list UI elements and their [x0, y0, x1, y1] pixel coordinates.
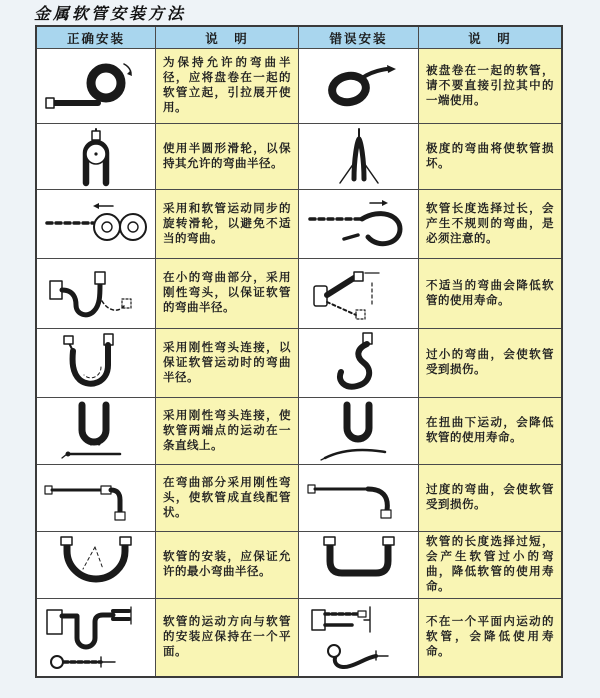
correct-description: 在弯曲部分采用刚性弯头，使软管成直线配管状。	[163, 476, 291, 519]
u-hose-straight-line-icon	[46, 400, 146, 462]
folded-hose-icon	[309, 127, 409, 187]
correct-description-cell	[156, 532, 299, 599]
wrong-image-cell	[299, 259, 419, 329]
wrong-image-cell	[299, 124, 419, 190]
correct-image-cell	[37, 532, 156, 599]
s-shaped-hose-icon	[309, 331, 409, 395]
long-hose-loop-icon	[304, 193, 414, 255]
twisted-u-hose-icon	[309, 400, 409, 462]
header-correct-install: 正确安装	[37, 27, 156, 49]
flat-coil-pulled-icon	[305, 53, 413, 119]
correct-image-cell	[37, 329, 156, 398]
correct-image-cell	[37, 599, 156, 676]
wrong-description: 被盘卷在一起的软管，请不要直接引拉其中的一端使用。	[426, 64, 554, 107]
table-row	[37, 599, 561, 676]
correct-description-cell	[156, 329, 299, 398]
wrong-image-cell	[299, 329, 419, 398]
wrong-description: 过小的弯曲，会使软管受到损伤。	[426, 349, 554, 376]
table-row	[37, 259, 561, 329]
rotating-pulleys-icon	[41, 193, 151, 255]
wrong-description-cell	[419, 465, 561, 532]
table-row	[37, 465, 561, 532]
straight-piping-elbow-icon	[41, 470, 151, 526]
correct-description: 在小的弯曲部分，采用刚性弯头，以保证软管的弯曲半径。	[163, 272, 291, 314]
wrong-description-cell	[419, 329, 561, 398]
wrong-description-cell	[419, 49, 561, 124]
hose-over-pulley-icon	[46, 127, 146, 187]
correct-image-cell	[37, 49, 156, 124]
standing-coil-hose-icon	[42, 53, 150, 119]
sharp-bend-icon	[306, 261, 411, 327]
correct-image-cell	[37, 124, 156, 190]
correct-image-cell	[37, 190, 156, 259]
table-header-row	[37, 27, 561, 49]
flat-bottom-short-hose-icon	[304, 535, 414, 595]
table-row	[37, 398, 561, 465]
wrong-description: 极度的弯曲将使软管损坏。	[426, 142, 554, 170]
correct-description-cell	[156, 190, 299, 259]
correct-description-cell	[156, 398, 299, 465]
wrong-description: 软管长度选择过长，会产生不规则的弯曲，是必须注意的。	[426, 202, 554, 245]
elbow-connected-u-hose-icon	[46, 331, 146, 395]
correct-description: 采用刚性弯头连接，使软管两端点的运动在一条直线上。	[163, 409, 291, 452]
wrong-description: 过度的弯曲，会使软管受到损伤。	[426, 484, 554, 511]
wrong-image-cell	[299, 49, 419, 124]
wrong-description: 不在一个平面内运动的软管，会降低使用寿命。	[426, 616, 554, 658]
header-wrong-install: 错误安装	[299, 27, 419, 49]
table-row	[37, 190, 561, 259]
table-row	[37, 329, 561, 398]
out-of-plane-motion-icon	[304, 602, 414, 674]
correct-image-cell	[37, 465, 156, 532]
rigid-elbow-small-bend-icon	[44, 261, 149, 327]
correct-description: 软管的安装，应保证允许的最小弯曲半径。	[163, 551, 291, 578]
wrong-image-cell	[299, 398, 419, 465]
in-plane-motion-icon	[41, 602, 151, 674]
table-row	[37, 124, 561, 190]
wrong-description: 软管的长度选择过短，会产生软管过小的弯曲，降低软管的使用寿命。	[426, 536, 554, 593]
correct-description-cell	[156, 259, 299, 329]
correct-description: 使用半圆形滑轮，以保持其允许的弯曲半径。	[163, 142, 291, 170]
wrong-image-cell	[299, 465, 419, 532]
wrong-image-cell	[299, 532, 419, 599]
wrong-description-cell	[419, 124, 561, 190]
header-description-2: 说 明	[419, 27, 561, 49]
correct-image-cell	[37, 398, 156, 465]
wrong-description: 不适当的弯曲会降低软管的使用寿命。	[426, 279, 554, 307]
table-row	[37, 532, 561, 599]
u-hose-min-radius-icon	[41, 535, 151, 595]
correct-description: 采用刚性弯头连接，以保证软管运动时的弯曲半径。	[163, 341, 291, 384]
table-row	[37, 49, 561, 124]
wrong-image-cell	[299, 599, 419, 676]
page-title: 金属软管安装方法	[34, 4, 187, 23]
correct-description: 采用和软管运动同步的旋转滑轮，以避免不适当的弯曲。	[163, 202, 291, 245]
correct-description-cell	[156, 124, 299, 190]
wrong-description-cell	[419, 259, 561, 329]
correct-description-cell	[156, 49, 299, 124]
correct-image-cell	[37, 259, 156, 329]
wrong-image-cell	[299, 190, 419, 259]
wrong-description: 在扭曲下运动，会降低软管的使用寿命。	[426, 417, 554, 444]
wrong-description-cell	[419, 599, 561, 676]
wrong-description-cell	[419, 532, 561, 599]
wrong-description-cell	[419, 398, 561, 465]
correct-description-cell	[156, 465, 299, 532]
correct-description: 为保持允许的弯曲半径，应将盘卷在一起的软管立起，引拉展开使用。	[163, 57, 291, 114]
installation-table	[35, 25, 563, 678]
wrong-description-cell	[419, 190, 561, 259]
correct-description-cell	[156, 599, 299, 676]
correct-description: 软管的运动方向与软管的安装应保持在一个平面。	[163, 616, 291, 658]
drooping-bend-icon	[304, 470, 414, 526]
header-description-1: 说 明	[156, 27, 299, 49]
